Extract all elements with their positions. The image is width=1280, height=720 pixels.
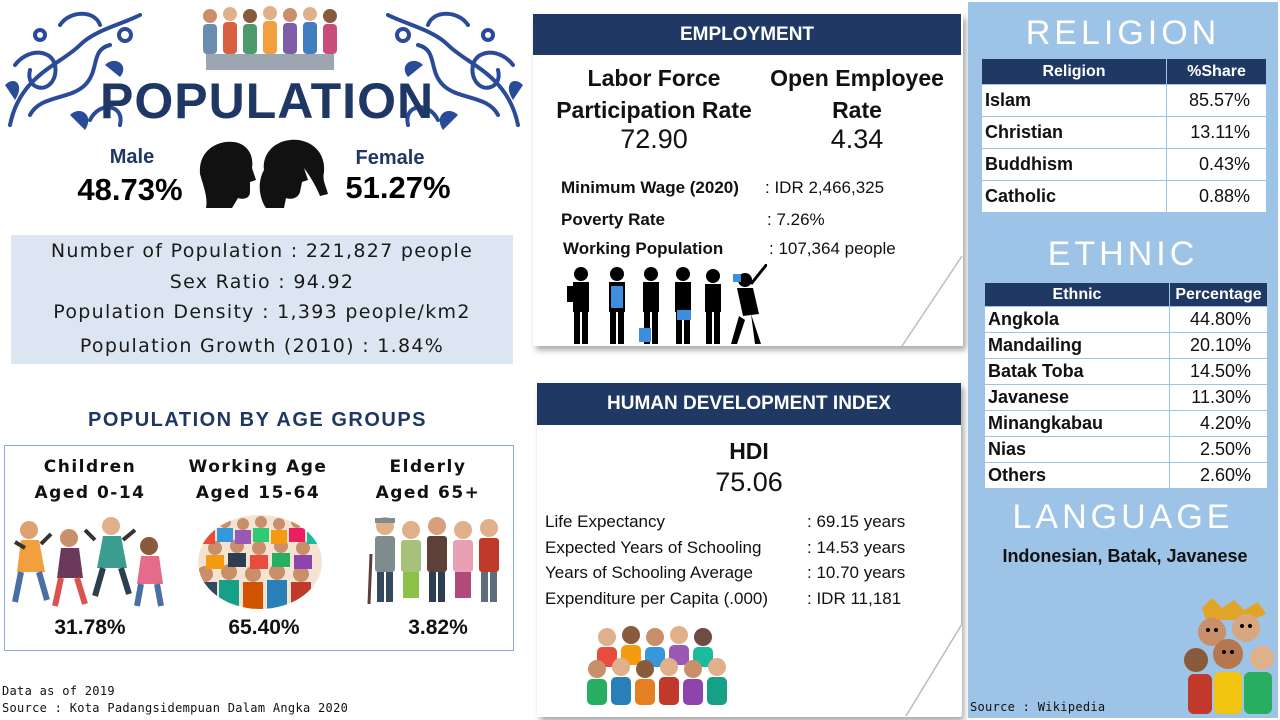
- expenditure-label: Expenditure per Capita (.000): [545, 589, 769, 608]
- data-as-of: Data as of 2019: [2, 684, 115, 698]
- children-label: [15, 454, 165, 506]
- ethnic-percentage: 20.10%: [1170, 333, 1268, 359]
- population-count: Number of Population : 221,827 people: [50, 240, 474, 262]
- hdi-header: HUMAN DEVELOPMENT INDEX: [537, 383, 961, 425]
- percentage-col-header: Percentage: [1170, 283, 1268, 307]
- lfpr-title: [543, 62, 765, 126]
- table-row: [982, 117, 1267, 149]
- life-expectancy-label: Life Expectancy: [545, 512, 666, 531]
- population-stats-box: [11, 235, 513, 364]
- religion-name: Islam: [982, 85, 1167, 117]
- ethnic-name: Nias: [985, 437, 1170, 463]
- religion-table: [981, 58, 1267, 213]
- ethnic-percentage: 4.20%: [1170, 411, 1268, 437]
- page-curl-decoration: [904, 622, 964, 718]
- table-row: [982, 149, 1267, 181]
- sex-ratio: Sex Ratio : 94.92: [169, 271, 355, 293]
- children-percentage: 31.78%: [54, 616, 126, 639]
- workers-icon: [567, 264, 767, 346]
- minimum-wage-value: : IDR 2,466,325: [765, 178, 885, 197]
- religion-table-header: [982, 59, 1267, 85]
- elderly-label: [353, 454, 503, 506]
- working-age-label: [183, 454, 333, 506]
- crowd-icon: [197, 514, 323, 610]
- table-row: [985, 333, 1268, 359]
- oer-title-line1: Open Employee: [770, 65, 944, 91]
- religion-share: 0.43%: [1167, 149, 1267, 181]
- religion-name: Christian: [982, 117, 1167, 149]
- elderly-label-line1: Elderly: [389, 457, 467, 477]
- crowd-icon: [198, 4, 343, 74]
- ethnic-percentage: 14.50%: [1170, 359, 1268, 385]
- data-source: Source : Kota Padangsidempuan Dalam Angka 2020: [2, 701, 349, 715]
- working-age-label-line1: Working Age: [188, 457, 328, 477]
- table-row: [985, 359, 1268, 385]
- open-employee-rate-value: 4.34: [830, 124, 884, 154]
- age-groups-title: POPULATION BY AGE GROUPS: [88, 409, 427, 431]
- religion-share: 13.11%: [1167, 117, 1267, 149]
- children-icon: [11, 512, 167, 610]
- table-row: [985, 411, 1268, 437]
- table-row: [982, 85, 1267, 117]
- life-expectancy-value: : 69.15 years: [807, 512, 906, 531]
- ethnic-table: [984, 282, 1268, 489]
- table-row: [985, 385, 1268, 411]
- schooling-average-label: Years of Schooling Average: [545, 563, 753, 582]
- ethnic-percentage: 44.80%: [1170, 307, 1268, 333]
- population-density: Population Density : 1,393 people/km2: [53, 301, 471, 323]
- expenditure-value: : IDR 11,181: [807, 589, 902, 608]
- expected-schooling-value: : 14.53 years: [807, 538, 906, 557]
- female-label: Female: [355, 147, 425, 169]
- religion-name: Catholic: [982, 181, 1167, 213]
- religion-title: RELIGION: [1025, 14, 1221, 52]
- ethnic-percentage: 2.50%: [1170, 437, 1268, 463]
- ethnic-col-header: Ethnic: [985, 283, 1170, 307]
- employment-header: EMPLOYMENT: [533, 14, 961, 55]
- elderly-percentage: 3.82%: [408, 616, 468, 639]
- children-label-line2: Aged 0-14: [34, 483, 146, 503]
- open-employee-rate-title: [759, 62, 955, 126]
- language-list: Indonesian, Batak, Javanese: [1002, 546, 1248, 566]
- working-age-percentage: 65.40%: [228, 616, 300, 639]
- religion-col-header: Religion: [982, 59, 1167, 85]
- working-population-value: : 107,364 people: [769, 239, 896, 258]
- population-growth: Population Growth (2010) : 1.84%: [79, 335, 445, 357]
- employment-card: [533, 14, 963, 346]
- ethnic-percentage: 11.30%: [1170, 385, 1268, 411]
- schooling-average-value: : 10.70 years: [807, 563, 906, 582]
- elderly-icon: [365, 514, 505, 606]
- expected-schooling-label: Expected Years of Schooling: [545, 538, 762, 557]
- table-row: [985, 437, 1268, 463]
- ethnic-percentage: 2.60%: [1170, 463, 1268, 489]
- hdi-card: [537, 383, 961, 717]
- lfpr-title-line1: Labor Force: [587, 65, 721, 91]
- ethnic-name: Angkola: [985, 307, 1170, 333]
- ethnic-name: Batak Toba: [985, 359, 1170, 385]
- table-row: [985, 307, 1268, 333]
- minimum-wage-label: Minimum Wage (2020): [561, 178, 739, 197]
- lfpr-title-line2: Participation Rate: [556, 97, 752, 123]
- male-percentage: 48.73%: [77, 172, 183, 207]
- ethnic-name: Javanese: [985, 385, 1170, 411]
- religion-share: 85.57%: [1167, 85, 1267, 117]
- ethnic-table-header: [985, 283, 1268, 307]
- children-label-line1: Children: [43, 457, 137, 477]
- ethnic-name: Mandailing: [985, 333, 1170, 359]
- hdi-title: HDI: [729, 438, 769, 464]
- right-source: Source : Wikipedia: [970, 700, 1106, 714]
- population-title: POPULATION: [100, 73, 435, 129]
- male-label: Male: [109, 146, 155, 168]
- page-curl-decoration: [900, 252, 966, 350]
- table-row: [985, 463, 1268, 489]
- elderly-label-line2: Aged 65+: [375, 483, 481, 503]
- working-population-label: Working Population: [563, 239, 724, 258]
- ethnic-name: Minangkabau: [985, 411, 1170, 437]
- hdi-value: 75.06: [715, 467, 783, 497]
- lfpr-value: 72.90: [620, 124, 688, 154]
- oer-title-line2: Rate: [832, 97, 882, 123]
- poverty-rate-value: : 7.26%: [767, 210, 825, 229]
- female-head-icon: [260, 140, 328, 208]
- cultural-figures-icon: [1182, 598, 1278, 714]
- religion-name: Buddhism: [982, 149, 1167, 181]
- table-row: [982, 181, 1267, 213]
- religion-share: 0.88%: [1167, 181, 1267, 213]
- age-groups-box: [4, 445, 514, 651]
- ethnic-title: ETHNIC: [1047, 235, 1199, 273]
- male-head-icon: [200, 142, 256, 208]
- female-percentage: 51.27%: [345, 170, 451, 205]
- share-col-header: %Share: [1167, 59, 1267, 85]
- language-title: LANGUAGE: [1012, 498, 1234, 536]
- crowd-icon: [587, 623, 731, 705]
- working-age-label-line2: Aged 15-64: [195, 483, 321, 503]
- ethnic-name: Others: [985, 463, 1170, 489]
- poverty-rate-label: Poverty Rate: [561, 210, 665, 229]
